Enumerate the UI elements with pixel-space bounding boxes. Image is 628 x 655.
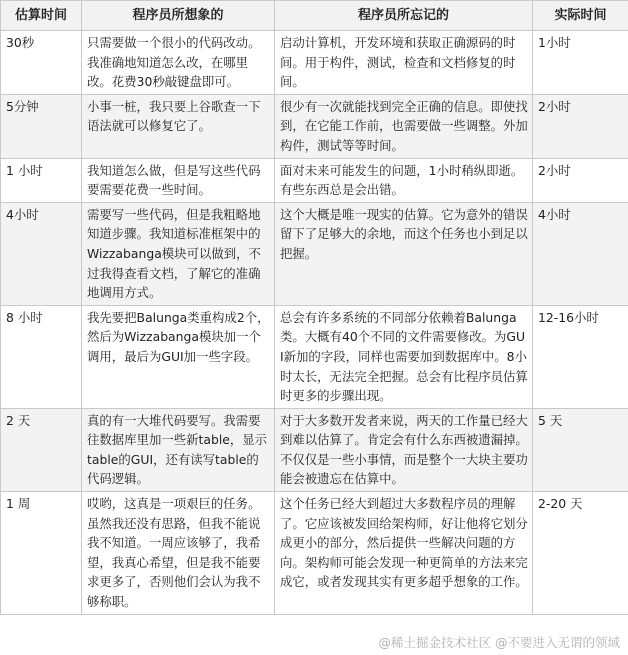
- cell-estimate: 1 周: [1, 492, 82, 615]
- cell-forgot: 总会有许多系统的不同部分依赖着Balunga类。大概有40个不同的文件需要修改。为GUI新加的字段，同样也需要加到数据库中。8小时太长，无法完全把握。总会有比程序员估算时更多的步骤出现。: [275, 305, 533, 408]
- cell-forgot: 对于大多数开发者来说，两天的工作量已经大到难以估算了。肯定会有什么东西被遗漏掉。不仅仅是一些小事情，而是整个一大块主要功能会被遗忘在估算中。: [275, 408, 533, 491]
- cell-actual: 1小时: [533, 31, 628, 95]
- cell-imagined: 哎哟，这真是一项艰巨的任务。虽然我还没有思路，但我不能说我不知道。一周应该够了，我希望，我真心希望，但是我不能要求更多了，否则他们会认为我不够称职。: [82, 492, 275, 615]
- cell-forgot: 这个任务已经大到超过大多数程序员的理解了。它应该被发回给架构师，好让他将它划分成更小的部分，然后提供一些解决问题的方向。架构师可能会发现一种更简单的方法来完成它，或者发现其实有更多超乎想象的工作。: [275, 492, 533, 615]
- table-row: [1, 202, 628, 305]
- cell-imagined: 我知道怎么做，但是写这些代码要需要花费一些时间。: [82, 158, 275, 202]
- cell-actual: 2小时: [533, 94, 628, 158]
- cell-estimate: 8 小时: [1, 305, 82, 408]
- cell-estimate: 1 小时: [1, 158, 82, 202]
- cell-actual: 4小时: [533, 202, 628, 305]
- cell-imagined: 只需要做一个很小的代码改动。我准确地知道怎么改，在哪里改。花费30秒敲键盘即可。: [82, 31, 275, 95]
- cell-estimate: 30秒: [1, 31, 82, 95]
- header-actual: 实际时间: [533, 1, 628, 31]
- cell-actual: 12-16小时: [533, 305, 628, 408]
- cell-actual: 2小时: [533, 158, 628, 202]
- cell-actual: 2-20 天: [533, 492, 628, 615]
- table-row: [1, 408, 628, 491]
- table-row: [1, 94, 628, 158]
- table-row: [1, 492, 628, 615]
- table-row: [1, 305, 628, 408]
- table-row: [1, 158, 628, 202]
- cell-forgot: 这个大概是唯一现实的估算。它为意外的错误留下了足够大的余地，而这个任务也小到足以把握。: [275, 202, 533, 305]
- table-row: [1, 31, 628, 95]
- cell-forgot: 启动计算机，开发环境和获取正确源码的时间。用于构件，测试，检查和文档修复的时间。: [275, 31, 533, 95]
- header-forgot: 程序员所忘记的: [275, 1, 533, 31]
- cell-forgot: 面对未来可能发生的问题，1小时稍纵即逝。有些东西总是会出错。: [275, 158, 533, 202]
- watermark: @稀土掘金技术社区 @不要进入无谓的领域: [378, 635, 620, 650]
- header-imagined: 程序员所想象的: [82, 1, 275, 31]
- cell-imagined: 真的有一大堆代码要写。我需要往数据库里加一些新table，显示table的GUI，还有读写table的代码逻辑。: [82, 408, 275, 491]
- cell-imagined: 小事一桩，我只要上谷歌查一下语法就可以修复它了。: [82, 94, 275, 158]
- cell-estimate: 4小时: [1, 202, 82, 305]
- header-estimate: 估算时间: [1, 1, 82, 31]
- cell-estimate: 5分钟: [1, 94, 82, 158]
- cell-forgot: 很少有一次就能找到完全正确的信息。即使找到，在它能工作前，也需要做一些调整。外加构件，测试等等时间。: [275, 94, 533, 158]
- cell-imagined: 我先要把Balunga类重构成2个，然后为Wizzabanga模块加一个调用，最后为GUI加一些字段。: [82, 305, 275, 408]
- cell-actual: 5 天: [533, 408, 628, 491]
- cell-imagined: 需要写一些代码，但是我粗略地知道步骤。我知道标准框架中的Wizzabanga模块可以做到，不过我得查看文档，了解它的准确地调用方式。: [82, 202, 275, 305]
- table-header-row: [1, 1, 628, 31]
- cell-estimate: 2 天: [1, 408, 82, 491]
